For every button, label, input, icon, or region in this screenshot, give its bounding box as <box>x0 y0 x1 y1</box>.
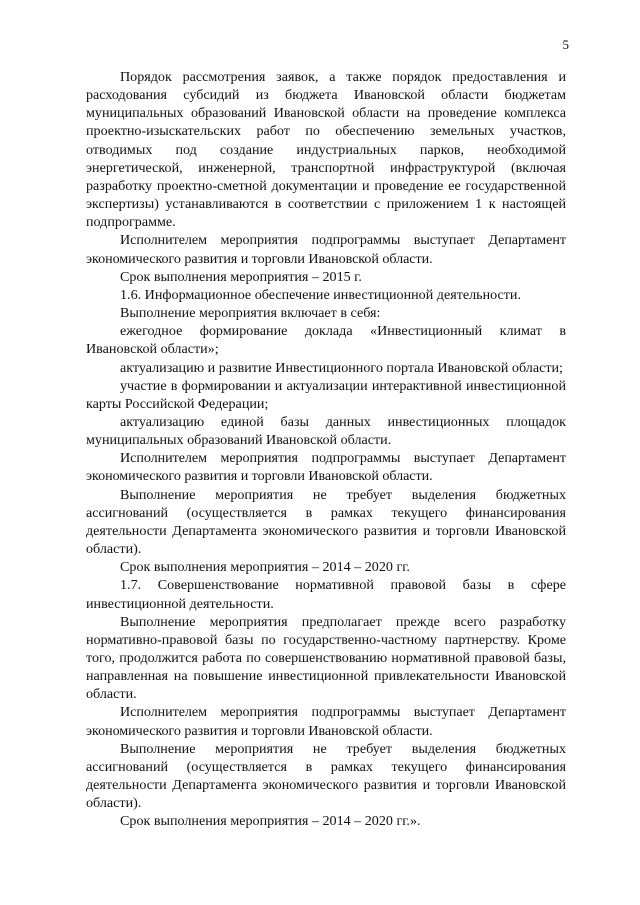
paragraph-list-item: актуализацию единой базы данных инвестиционных площадок муниципальных образований Ивановской области. <box>86 413 566 449</box>
paragraph-section-heading: 1.6. Информационное обеспечение инвестиционной деятельности. <box>120 286 521 303</box>
paragraph-subsidy-procedure: Порядок рассмотрения заявок, а также порядок предоставления и расходования субсидий из бюджета Ивановской области бюджетам муниципальных образований Ивановской области на проведение комплекса проектно-изыскательских работ по обеспечению земельных участков, отводимых под создание индустриальных парков, необходимой энергетической, инженерной, транспортной инфраструктурой (включая разработку проектно-сметной документации и проведение ее государственной экспертизы) устанавливаются в соответствии с приложением 1 к настоящей подпрограмме. <box>86 69 566 231</box>
paragraph-list-item: ежегодное формирование доклада «Инвестиционный климат в Ивановской области»; <box>86 323 566 358</box>
paragraph-list-item: актуализацию и развитие Инвестиционного портала Ивановской области; <box>120 359 563 376</box>
paragraph-deadline: Срок выполнения мероприятия – 2015 г. <box>120 268 362 285</box>
paragraph-funding: Выполнение мероприятия не требует выделения бюджетных ассигнований (осуществляется в рамках текущего финансирования деятельности Департамента экономического развития и торговли Ивановской области). <box>86 486 566 558</box>
paragraph-section-heading: 1.7. Совершенствование нормативной правовой базы в сфере инвестиционной деятельности. <box>86 577 566 612</box>
paragraph-development: Выполнение мероприятия предполагает прежде всего разработку нормативно-правовой базы по государственно-частному партнерству. Кроме того, продолжится работа по совершенствованию нормативной правовой базы, направленная на повышение инвестиционной привлекательности Ивановской области. <box>86 613 566 703</box>
paragraph-funding: Выполнение мероприятия не требует выделения бюджетных ассигнований (осуществляется в рамках текущего финансирования деятельности Департамента экономического развития и торговли Ивановской области). <box>86 740 566 812</box>
paragraph-executor: Исполнителем мероприятия подпрограммы выступает Департамент экономического развития и торговли Ивановской области. <box>86 704 566 739</box>
paragraph-deadline: Срок выполнения мероприятия – 2014 – 2020 гг.». <box>120 813 421 830</box>
paragraph-executor: Исполнителем мероприятия подпрограммы выступает Департамент экономического развития и торговли Ивановской области. <box>86 450 566 485</box>
paragraph-includes: Выполнение мероприятия включает в себя: <box>120 305 381 322</box>
paragraph-executor: Исполнителем мероприятия подпрограммы выступает Департамент экономического развития и торговли Ивановской области. <box>86 232 566 267</box>
page-number: 5 <box>562 37 569 52</box>
paragraph-deadline: Срок выполнения мероприятия – 2014 – 2020 гг. <box>120 559 410 576</box>
document-body <box>86 68 566 831</box>
paragraph-list-item: участие в формировании и актуализации интерактивной инвестиционной карты Российской Федерации; <box>86 377 566 412</box>
